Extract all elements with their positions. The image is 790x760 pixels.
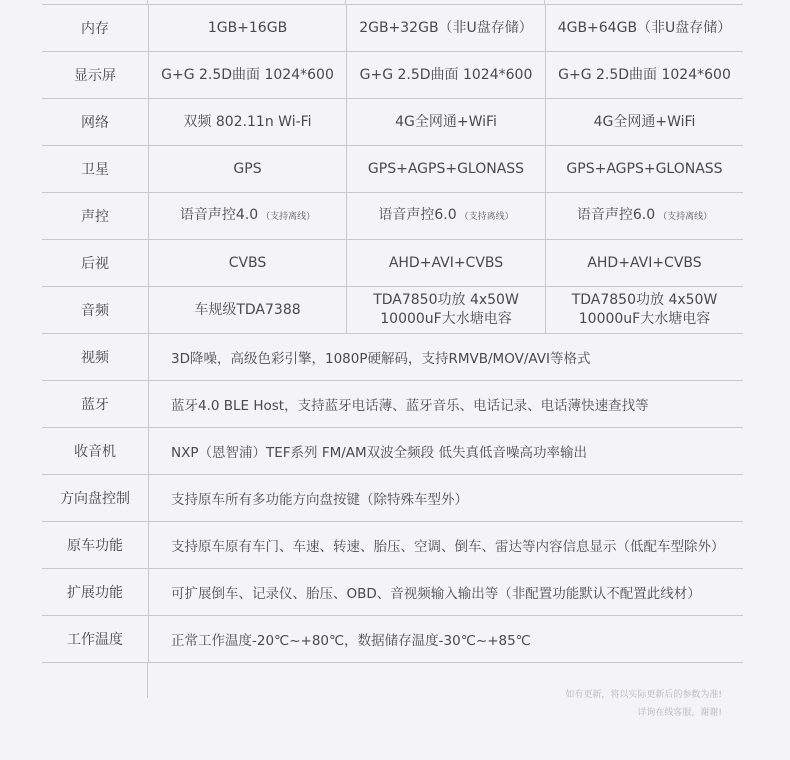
- spec-table: [42, 0, 743, 663]
- table-row: [42, 522, 743, 569]
- row-label: 音频: [42, 287, 149, 333]
- spec-description: 支持原车所有多功能方向盘按键（除特殊车型外）: [171, 492, 468, 508]
- table-row: [42, 146, 743, 193]
- table-row: [42, 52, 743, 99]
- spec-text: 语音声控6.0: [576, 206, 656, 223]
- table-row: [42, 569, 743, 616]
- spec-line: 10000uF大水塘电容: [380, 311, 512, 327]
- spec-description: 蓝牙4.0 BLE Host，支持蓝牙电话薄、蓝牙音乐、电话记录、电话薄快速查找等: [171, 398, 649, 414]
- row-label: 显示屏: [42, 52, 149, 98]
- divider: [147, 662, 148, 698]
- spec-cell: 4GB+64GB（非U盘存储）: [557, 19, 732, 36]
- table-row: [42, 99, 743, 146]
- row-label: 视频: [42, 334, 149, 380]
- update-note: 如有更新，将以实际更新后的参数为准!: [565, 690, 722, 700]
- spec-cell: [347, 193, 546, 239]
- spec-description: 正常工作温度-20℃~+80℃，数据储存温度-30℃~+85℃: [171, 633, 531, 649]
- spec-cell: G+G 2.5D曲面 1024*600: [347, 52, 546, 98]
- row-label: 网络: [42, 99, 149, 145]
- spec-cell: 2GB+32GB（非U盘存储）: [347, 5, 546, 51]
- spec-cell: GPS+AGPS+GLONASS: [566, 160, 723, 177]
- service-note: 详询在线客服，谢谢!: [637, 708, 722, 718]
- spec-note: （支持离线）: [459, 211, 514, 222]
- spec-cell: 4G全网通+WiFi: [593, 113, 696, 130]
- spec-note: （支持离线）: [261, 211, 316, 222]
- spec-line: 10000uF大水塘电容: [578, 311, 711, 327]
- table-row: [42, 193, 743, 240]
- spec-cell: [546, 287, 743, 333]
- table-row: [42, 287, 743, 334]
- spec-cell: [347, 287, 546, 333]
- spec-cell: [546, 193, 743, 239]
- table-row: [42, 475, 743, 522]
- spec-cell: 1GB+16GB: [149, 5, 347, 51]
- row-label: 扩展功能: [42, 569, 149, 615]
- spec-cell: 双频 802.11n Wi-Fi: [149, 99, 347, 145]
- spec-cell: GPS: [149, 146, 347, 192]
- spec-cell: G+G 2.5D曲面 1024*600: [149, 52, 347, 98]
- spec-description: 支持原车原有车门、车速、转速、胎压、空调、倒车、雷达等内容信息显示（低配车型除外）: [171, 539, 725, 555]
- spec-line: TDA7850功放 4x50W: [571, 292, 718, 308]
- spec-note: （支持离线）: [658, 211, 713, 222]
- spec-cell: 车规级TDA7388: [149, 287, 347, 333]
- row-label: 方向盘控制: [42, 475, 149, 521]
- row-label: 蓝牙: [42, 381, 149, 427]
- spec-cell: CVBS: [149, 240, 347, 286]
- table-row: [42, 240, 743, 287]
- spec-description: 可扩展倒车、记录仪、胎压、OBD、音视频输入输出等（非配置功能默认不配置此线材）: [171, 586, 701, 602]
- spec-cell: G+G 2.5D曲面 1024*600: [558, 66, 731, 83]
- row-label: 卫星: [42, 146, 149, 192]
- spec-cell: AHD+AVI+CVBS: [587, 254, 702, 271]
- spec-cell: GPS+AGPS+GLONASS: [347, 146, 546, 192]
- table-row: [42, 616, 743, 663]
- table-row: [42, 428, 743, 475]
- table-row: [42, 381, 743, 428]
- spec-line: TDA7850功放 4x50W: [373, 292, 519, 308]
- spec-description: 3D降噪，高级色彩引擎，1080P硬解码，支持RMVB/MOV/AVI等格式: [171, 351, 591, 367]
- row-label: 后视: [42, 240, 149, 286]
- spec-cell: 4G全网通+WiFi: [347, 99, 546, 145]
- spec-text: 语音声控6.0: [378, 206, 457, 223]
- row-label: 收音机: [42, 428, 149, 474]
- row-label: 内存: [42, 5, 149, 51]
- row-label: 工作温度: [42, 616, 149, 662]
- spec-description: NXP（恩智浦）TEF系列 FM/AM双波全频段 低失真低音噪高功率输出: [171, 445, 587, 461]
- spec-cell: AHD+AVI+CVBS: [347, 240, 546, 286]
- table-row: [42, 5, 743, 52]
- row-label: 原车功能: [42, 522, 149, 568]
- spec-cell: [149, 193, 347, 239]
- table-row: [42, 334, 743, 381]
- row-label: 声控: [42, 193, 149, 239]
- spec-text: 语音声控4.0: [179, 206, 259, 223]
